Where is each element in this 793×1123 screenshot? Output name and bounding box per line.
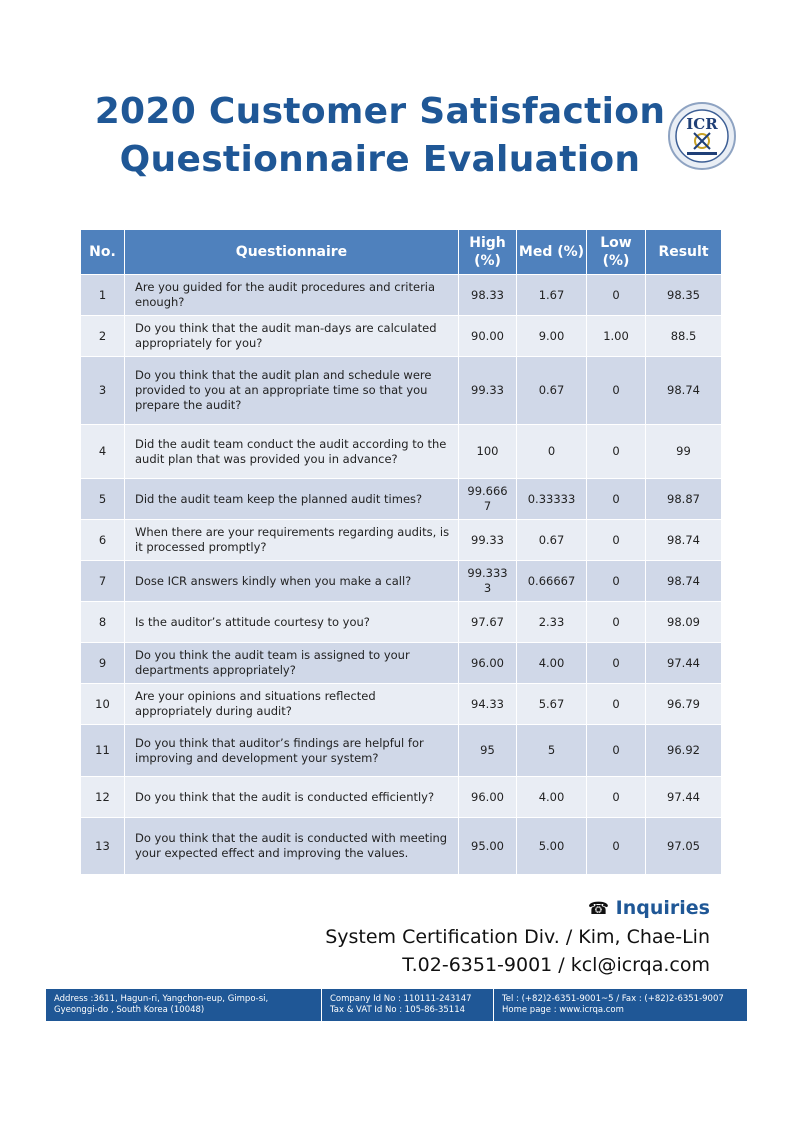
row-med: 0.67: [517, 357, 587, 425]
row-question: When there are your requirements regarding audits, is it processed promptly?: [125, 520, 459, 561]
row-question: Are your opinions and situations reflected appropriately during audit?: [125, 684, 459, 725]
table-row: [81, 275, 722, 316]
row-no: 2: [81, 316, 125, 357]
footer-address: [46, 989, 322, 1021]
row-low: 0: [587, 479, 646, 520]
row-question: Did the audit team keep the planned audit times?: [125, 479, 459, 520]
row-high: 100: [459, 425, 517, 479]
row-high: 99.33: [459, 520, 517, 561]
row-result: 98.74: [646, 357, 722, 425]
row-question: Dose ICR answers kindly when you make a call?: [125, 561, 459, 602]
row-high: 94.33: [459, 684, 517, 725]
row-no: 7: [81, 561, 125, 602]
row-question: Do you think the audit team is assigned to your departments appropriately?: [125, 643, 459, 684]
row-high: 95.00: [459, 818, 517, 875]
footer-homepage[interactable]: Home page : www.icrqa.com: [502, 1005, 624, 1015]
row-med: 0.66667: [517, 561, 587, 602]
row-low: 0: [587, 357, 646, 425]
row-med: 2.33: [517, 602, 587, 643]
row-med: 5: [517, 725, 587, 777]
table-row: [81, 357, 722, 425]
table-header-row: [81, 230, 722, 275]
table-row: [81, 479, 722, 520]
inquiries-phone-email: T.02-6351-9001 / kcl@icrqa.com: [402, 954, 710, 976]
questionnaire-table: [80, 229, 722, 875]
row-result: 96.92: [646, 725, 722, 777]
row-high: 96.00: [459, 643, 517, 684]
row-question: Do you think that the audit is conducted with meeting your expected effect and improving the values.: [125, 818, 459, 875]
row-low: 0: [587, 520, 646, 561]
row-med: 4.00: [517, 643, 587, 684]
footer-address-line1: Address :3611, Hagun-ri, Yangchon-eup, Gimpo-si,: [54, 994, 269, 1004]
row-result: 98.74: [646, 520, 722, 561]
row-question: Do you think that the audit man-days are calculated appropriately for you?: [125, 316, 459, 357]
row-result: 98.74: [646, 561, 722, 602]
row-low: 0: [587, 725, 646, 777]
icr-logo: [667, 101, 737, 171]
header-no: No.: [81, 230, 125, 275]
row-question: Are you guided for the audit procedures and criteria enough?: [125, 275, 459, 316]
row-med: 5.00: [517, 818, 587, 875]
header-med: Med (%): [517, 230, 587, 275]
row-result: 97.44: [646, 777, 722, 818]
row-result: 99: [646, 425, 722, 479]
table-row: [81, 643, 722, 684]
row-low: 0: [587, 777, 646, 818]
row-med: 0.67: [517, 520, 587, 561]
title-line-1: 2020 Customer Satisfaction: [94, 91, 666, 132]
row-high: 97.67: [459, 602, 517, 643]
row-low: 0: [587, 425, 646, 479]
row-high: 90.00: [459, 316, 517, 357]
row-high: 99.6667: [459, 479, 517, 520]
logo-text: ICR: [686, 115, 718, 133]
header-result: Result: [646, 230, 722, 275]
header-high: High (%): [459, 230, 517, 275]
footer-tel-fax: Tel : (+82)2-6351-9001~5 / Fax : (+82)2-6351-9007: [502, 994, 724, 1004]
row-no: 11: [81, 725, 125, 777]
row-med: 0: [517, 425, 587, 479]
page-title: [80, 88, 680, 184]
row-no: 5: [81, 479, 125, 520]
row-low: 0: [587, 561, 646, 602]
table-row: [81, 561, 722, 602]
row-question: Do you think that the audit plan and schedule were provided to you at an appropriate time so that you prepare the audit?: [125, 357, 459, 425]
table-row: [81, 684, 722, 725]
row-no: 10: [81, 684, 125, 725]
row-result: 98.87: [646, 479, 722, 520]
inquiries-heading: [260, 894, 710, 923]
footer-tax-id: Tax & VAT Id No : 105-86-35114: [330, 1005, 466, 1015]
row-med: 0.33333: [517, 479, 587, 520]
footer-contact: [494, 989, 747, 1021]
row-high: 95: [459, 725, 517, 777]
row-low: 0: [587, 643, 646, 684]
row-no: 9: [81, 643, 125, 684]
row-no: 6: [81, 520, 125, 561]
footer-company-id: Company Id No : 110111-243147: [330, 994, 472, 1004]
row-no: 8: [81, 602, 125, 643]
inquiries-contact: System Certification Div. / Kim, Chae-Lin: [325, 926, 710, 948]
footer-address-line2: Gyeonggi-do , South Korea (10048): [54, 1005, 205, 1015]
inquiries-block: [260, 894, 710, 979]
row-result: 96.79: [646, 684, 722, 725]
footer-bar: [46, 989, 747, 1021]
row-med: 9.00: [517, 316, 587, 357]
row-med: 4.00: [517, 777, 587, 818]
header-low: Low (%): [587, 230, 646, 275]
row-high: 99.33: [459, 357, 517, 425]
row-result: 88.5: [646, 316, 722, 357]
table-row: [81, 725, 722, 777]
row-low: 1.00: [587, 316, 646, 357]
row-low: 0: [587, 684, 646, 725]
title-line-2: Questionnaire Evaluation: [119, 139, 641, 180]
row-high: 98.33: [459, 275, 517, 316]
row-no: 12: [81, 777, 125, 818]
table-row: [81, 425, 722, 479]
row-low: 0: [587, 275, 646, 316]
row-result: 97.44: [646, 643, 722, 684]
row-low: 0: [587, 818, 646, 875]
table-row: [81, 818, 722, 875]
row-high: 99.3333: [459, 561, 517, 602]
inquiries-title: Inquiries: [615, 897, 710, 919]
table-row: [81, 777, 722, 818]
table-row: [81, 316, 722, 357]
row-no: 13: [81, 818, 125, 875]
row-question: Is the auditor’s attitude courtesy to you?: [125, 602, 459, 643]
row-question: Do you think that the audit is conducted efficiently?: [125, 777, 459, 818]
row-question: Did the audit team conduct the audit according to the audit plan that was provided you in advance?: [125, 425, 459, 479]
phone-icon: ☎: [587, 899, 610, 919]
header-questionnaire: Questionnaire: [125, 230, 459, 275]
row-result: 97.05: [646, 818, 722, 875]
row-result: 98.09: [646, 602, 722, 643]
row-med: 1.67: [517, 275, 587, 316]
row-med: 5.67: [517, 684, 587, 725]
table-row: [81, 520, 722, 561]
table-row: [81, 602, 722, 643]
row-result: 98.35: [646, 275, 722, 316]
footer-company-ids: [322, 989, 494, 1021]
row-high: 96.00: [459, 777, 517, 818]
row-question: Do you think that auditor’s findings are helpful for improving and development your system?: [125, 725, 459, 777]
row-no: 3: [81, 357, 125, 425]
row-low: 0: [587, 602, 646, 643]
row-no: 1: [81, 275, 125, 316]
row-no: 4: [81, 425, 125, 479]
